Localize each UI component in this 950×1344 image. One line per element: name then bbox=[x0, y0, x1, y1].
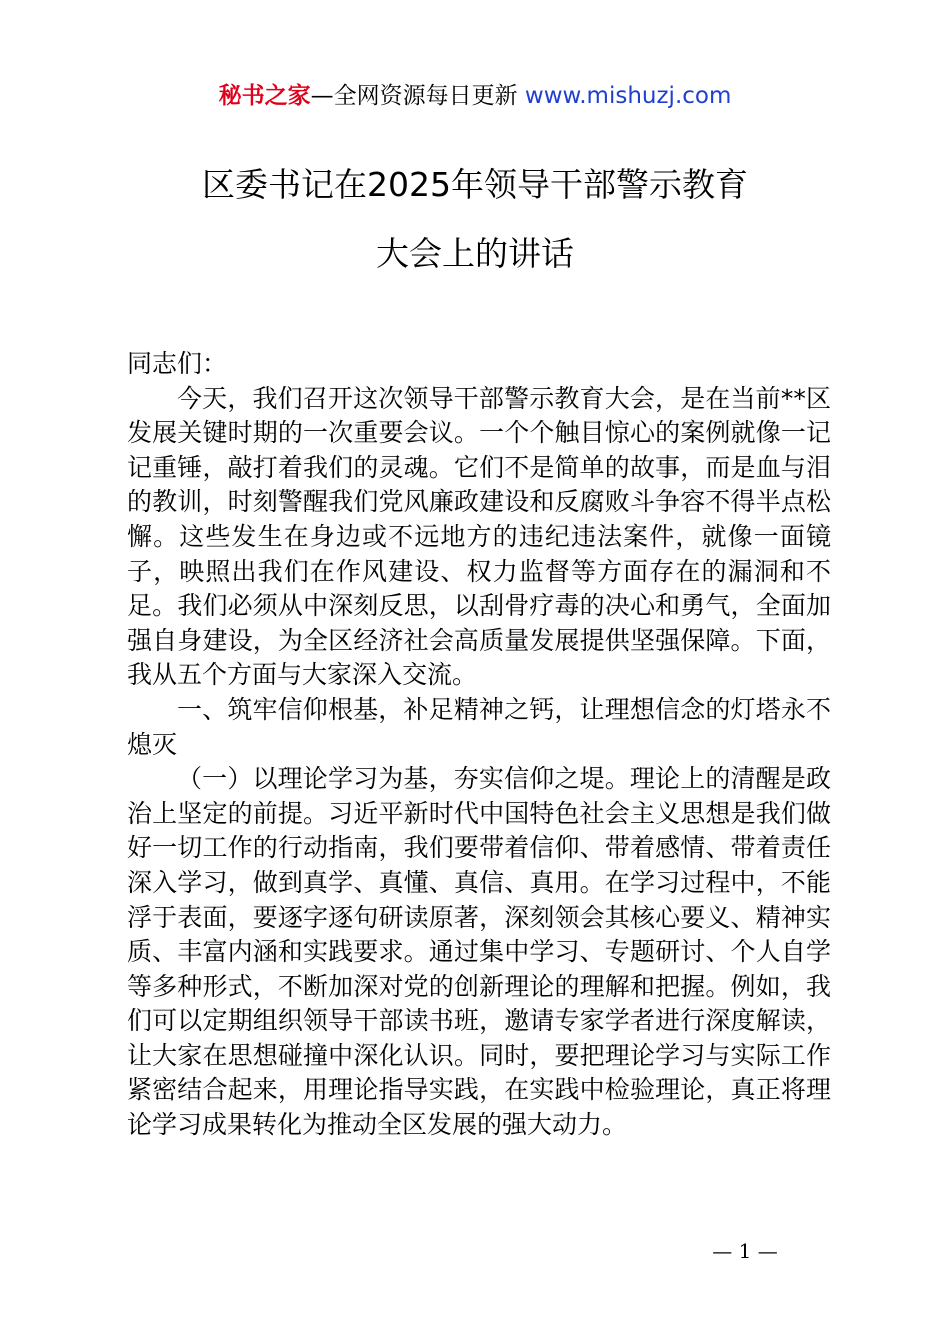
site-tagline: —全网资源每日更新 bbox=[310, 83, 525, 109]
title-line-1: 区委书记在2025年领导干部警示教育 bbox=[202, 165, 748, 204]
paragraph-subsection-1: （一）以理论学习为基，夯实信仰之堤。理论上的清醒是政治上坚定的前提。习近平新时代中国特色社会主义思想是我们做好一切工作的行动指南，我们要带着信仰、带着感情、带着责任深入学习，做到真学、真懂、真信、真用。在学习过程中，不能浮于表面，要逐字逐句研读原著，深刻领会其核心要义、精神实质、丰富内涵和实践要求。通过集中学习、专题研讨、个人自学等多种形式，不断加深对党的创新理论的理解和把握。例如，我们可以定期组织领导干部读书班，邀请专家学者进行深度解读，让大家在思想碰撞中深化认识。同时，要把理论学习与实际工作紧密结合起来，用理论指导实践，在实践中检验理论，真正将理论学习成果转化为推动全区发展的强大动力。 bbox=[127, 764, 831, 1140]
site-brand: 秘书之家 bbox=[218, 83, 311, 109]
page-number: — 1 — bbox=[712, 1239, 778, 1263]
section-heading-1: 一、筑牢信仰根基，补足精神之钙，让理想信念的灯塔永不熄灭 bbox=[127, 694, 831, 759]
site-url-link[interactable]: www.mishuzj.com bbox=[524, 83, 732, 109]
paragraph-intro: 今天，我们召开这次领导干部警示教育大会，是在当前**区发展关键时期的一次重要会议。一个个触目惊心的案例就像一记记重锤，敲打着我们的灵魂。它们不是简单的故事，而是血与泪的教训，时刻警醒我们党风廉政建设和反腐败斗争容不得半点松懈。这些发生在身边或不远地方的违纪违法案件，就像一面镜子，映照出我们在作风建设、权力监督等方面存在的漏洞和不足。我们必须从中深刻反思，以刮骨疗毒的决心和勇气，全面加强自身建设，为全区经济社会高质量发展提供坚强保障。下面，我从五个方面与大家深入交流。 bbox=[127, 383, 831, 690]
site-banner bbox=[0, 80, 950, 112]
salutation: 同志们： bbox=[127, 349, 228, 378]
document-body bbox=[127, 347, 831, 1143]
document-title bbox=[0, 163, 950, 275]
title-line-2: 大会上的讲话 bbox=[376, 234, 574, 273]
